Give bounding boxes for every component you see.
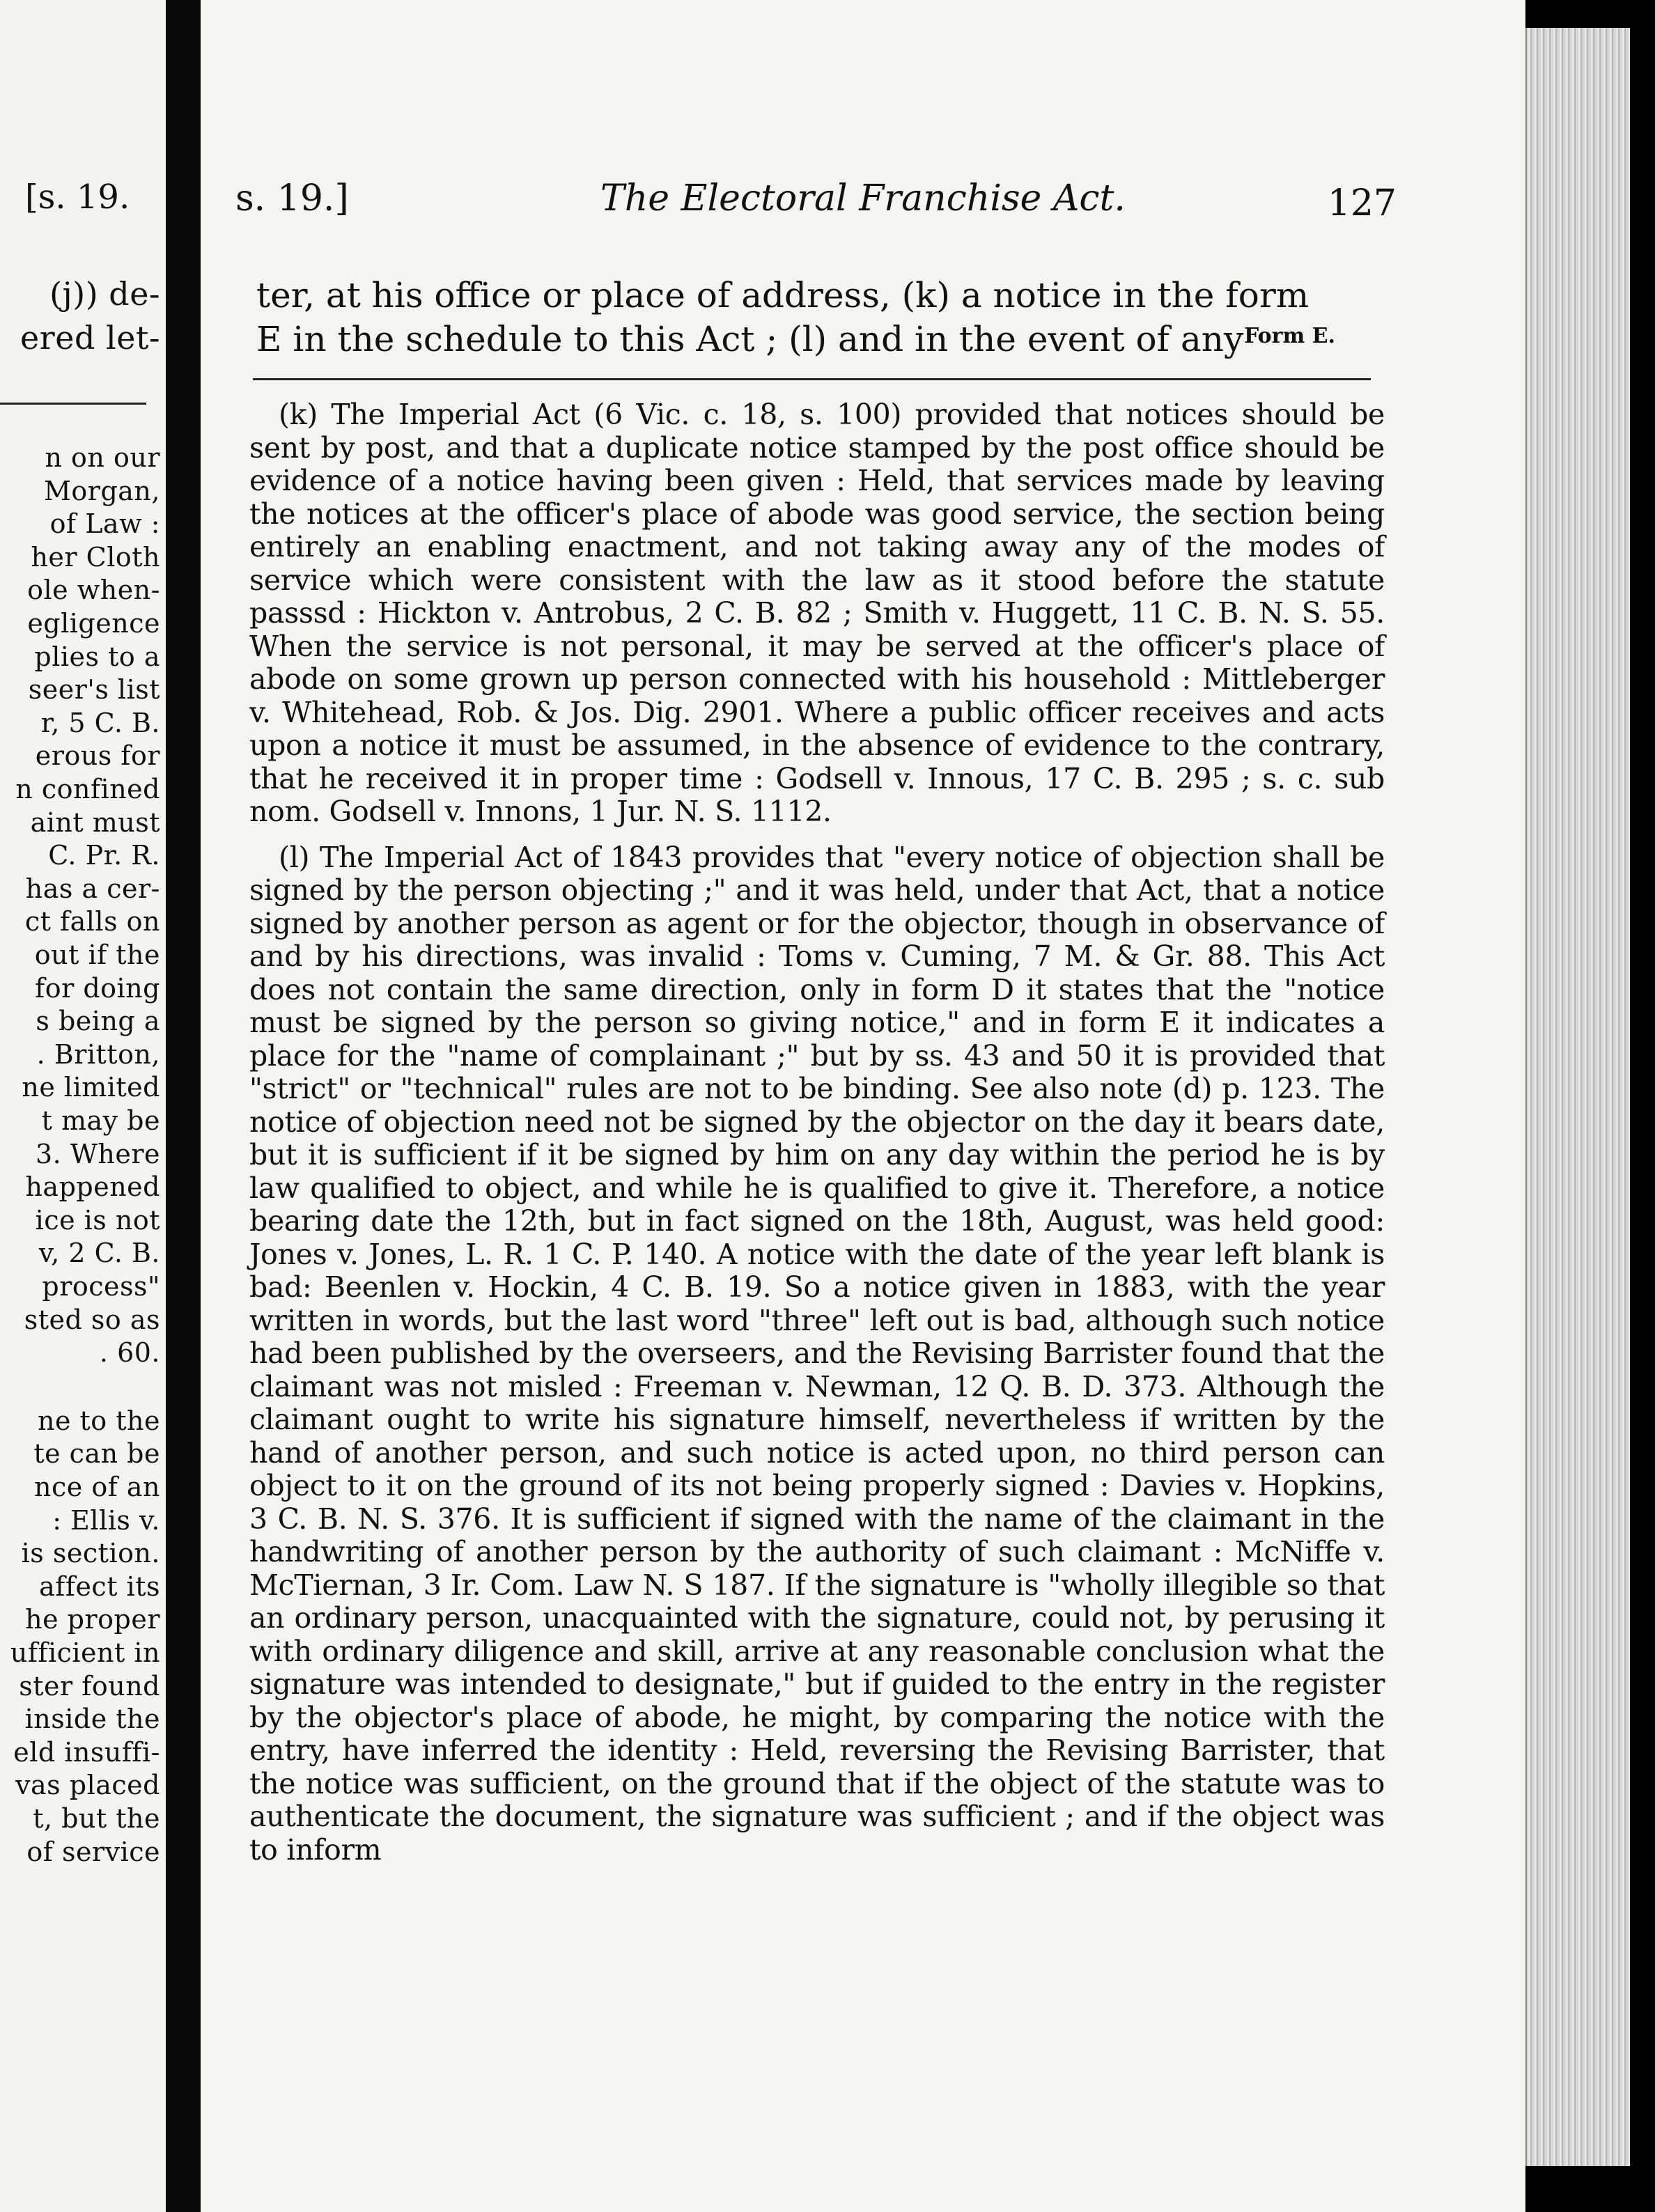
left-page-line: plies to a xyxy=(34,641,160,672)
left-page-line: ne limited xyxy=(22,1072,160,1103)
left-page-line: C. Pr. R. xyxy=(48,840,160,871)
left-page-line: ole when- xyxy=(27,575,160,606)
left-page-line: erous for xyxy=(35,740,160,772)
left-page-line: eld insuffi- xyxy=(13,1736,160,1768)
left-page-line: for doing xyxy=(35,972,160,1004)
footnote-k: (k) The Imperial Act (6 Vic. c. 18, s. 100) provided that notices should be sent by post, and that a duplicate notice stamped by the post office should be evidence of a notice having been given : Held, that services made by leaving the notices at the officer's place of abode was good service, the section being entirely an enabling enactment, and not taking away any of the modes of service which were consistent with the law as it stood before the statute passsd : Hickton v. Antrobus, 2 C. B. 82 ; Smith v. Huggett, 11 C. B. N. S. 55. When the service is not personal, it may be served at the officer's place of abode on some grown up person connected with his household : Mittleberger v. Whitehead, Rob. & Jos. Dig. 2901. Where a public officer receives and acts upon a notice it must be assumed, in the absence of evidence to the contrary, that he received it in proper time : Godsell v. Innous, 17 C. B. 295 ; s. c. sub nom. Godsell v. Innons, 1 Jur. N. S. 1112. xyxy=(249,398,1385,828)
book-gutter xyxy=(166,0,201,2212)
left-page-line: egligence xyxy=(27,608,160,639)
left-page-line: ufficient in xyxy=(10,1637,160,1668)
left-page xyxy=(0,0,166,2212)
footnote-rule xyxy=(253,378,1371,380)
left-page-line: vas placed xyxy=(15,1770,160,1801)
left-page-line: of Law : xyxy=(49,508,160,540)
margin-note: Form E. xyxy=(1244,324,1335,348)
body-line-1: ter, at his office or place of address, (k) a notice in the form xyxy=(256,275,1310,316)
left-page-line: sted so as xyxy=(24,1304,160,1335)
page-edges xyxy=(1525,28,1631,2166)
page-number: 127 xyxy=(1327,182,1397,224)
left-page-line: n confined xyxy=(15,774,160,804)
left-page-line: out if the xyxy=(34,940,160,970)
left-page-line: affect its xyxy=(39,1571,160,1602)
left-page-line: happened xyxy=(25,1171,160,1203)
left-page-line: aint must xyxy=(30,807,160,838)
left-page-line: te can be xyxy=(33,1438,160,1470)
left-page-line: . Britton, xyxy=(36,1038,160,1070)
left-page-line: ne to the xyxy=(37,1405,160,1436)
body-line-2: E in the schedule to this Act ; (l) and in the event of any xyxy=(256,319,1244,359)
left-page-line: ster found xyxy=(19,1670,160,1701)
left-page-line: t, but the xyxy=(33,1803,160,1834)
left-page-line: of service xyxy=(26,1836,160,1867)
footnote-l: (l) The Imperial Act of 1843 provides that "every notice of objection shall be signed by the person objecting ;" and it was held, under that Act, that a notice signed by another person as agent or for the objector, though in observance of and by his directions, was invalid : Toms v. Cuming, 7 M. & Gr. 88. This Act does not contain the same direction, only in form D it states that the "notice must be signed by the person so giving notice," and in form E it indicates a place for the "name of complainant ;" but by ss. 43 and 50 it is provided that "strict" or "technical" rules are not to be binding. See also note (d) p. 123. The notice of objection need not be signed by the objector on the day it bears date, but it is sufficient if it be signed by him on any day within the period he is by law qualified to object, and while he is qualified to give it. Therefore, a notice bearing date the 12th, but in fact signed on the 18th, August, was held good: Jones v. Jones, L. R. 1 C. P. 140. A notice with the date of the year left blank is bad: Beenlen v. Hockin, 4 C. B. 19. So a notice given in 1883, with the year written in words, but the last word "three" left out is bad, although such notice had been published by the overseers, and the Revising Barrister found that the claimant was not misled : Freeman v. Newman, 12 Q. B. D. 373. Although the claimant ought to write his signature himself, nevertheless if written by the hand of another person, and such notice is acted upon, no third person can object to it on the ground of its not being properly signed : Davies v. Hopkins, 3 C. B. N. S. 376. It is sufficient if signed with the name of the claimant in the handwriting of another person by the authority of such claimant : McNiffe v. McTiernan, 3 Ir. Com. Law N. S 187. If the signature is "wholly illegible so that an ordinary person, unacquainted with the signature, could not, by perusing it with ordinary diligence and skill, arrive at any reasonable conclusion what the signature was intended to designate," but if guided to the entry in the register by the objector's place of abode, he might, by comparing the notice with the entry, have inferred the identity : Held, reversing the Revising Barrister, that the notice was sufficient, on the ground that if the object of the statute was to authenticate the document, the signature was sufficient ; and if the object was to inform xyxy=(249,840,1385,1867)
section-reference: s. 19.] xyxy=(235,178,349,219)
left-page-line: . 60. xyxy=(99,1337,160,1369)
left-page-line: 3. Where xyxy=(35,1138,160,1169)
left-page-line: her Cloth xyxy=(31,541,160,573)
left-page-line: s being a xyxy=(36,1006,160,1037)
left-page-line: has a cer- xyxy=(25,873,160,904)
footnotes xyxy=(249,398,1385,1867)
left-page-line: nce of an xyxy=(34,1472,160,1502)
left-page-line: t may be xyxy=(41,1105,160,1136)
left-page-line: is section. xyxy=(21,1538,160,1569)
running-title: The Electoral Franchise Act. xyxy=(600,178,1126,219)
page-edges-shadow xyxy=(1630,0,1655,2212)
left-page-line: Morgan, xyxy=(44,475,160,506)
left-page-rule xyxy=(0,403,146,405)
left-page-line: process" xyxy=(42,1271,160,1302)
left-page-line: v, 2 C. B. xyxy=(38,1238,160,1269)
left-page-line: inside the xyxy=(24,1704,160,1735)
left-page-line: (j)) de- xyxy=(49,275,160,313)
left-page-line: n on our xyxy=(45,442,160,473)
left-page-line: ct falls on xyxy=(24,906,160,937)
left-page-header: [s. 19. xyxy=(25,178,130,217)
left-page-line: he proper xyxy=(25,1604,160,1635)
right-page xyxy=(201,0,1525,2212)
left-page-line: : Ellis v. xyxy=(52,1504,160,1536)
left-page-line: r, 5 C. B. xyxy=(40,707,160,738)
left-page-line: ered let- xyxy=(20,319,160,357)
left-page-line: ice is not xyxy=(35,1204,160,1236)
left-page-line: seer's list xyxy=(28,674,160,706)
